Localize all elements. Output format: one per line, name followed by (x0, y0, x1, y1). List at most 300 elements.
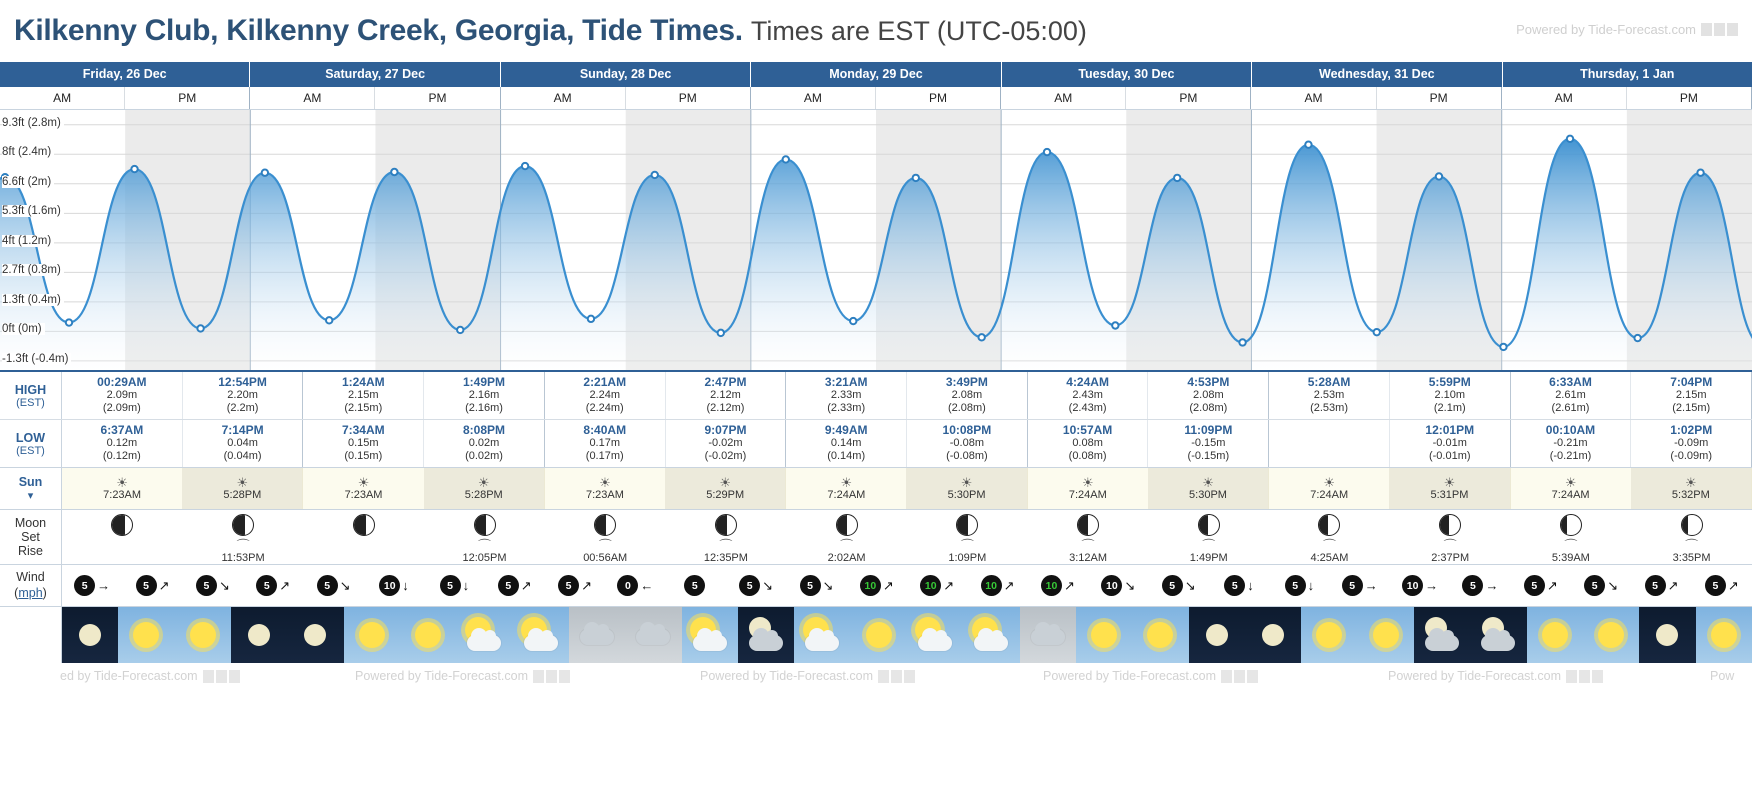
am-header: AM (1502, 87, 1627, 109)
low-tide-cell (62, 420, 183, 467)
tide-time: 11:09PM (1184, 423, 1233, 438)
y-axis-tick-label: 8ft (2.4m) (2, 146, 54, 158)
sunrise-icon: ☀ (1564, 475, 1577, 491)
sunrise-block (786, 468, 906, 509)
powered-by-header (1516, 22, 1738, 37)
wind-direction-icon: ↓ (1307, 578, 1315, 594)
tide-height: 2.33m (830, 389, 862, 402)
wind-speed-badge: 10 (379, 575, 400, 596)
wind-speed-badge: 10 (1402, 575, 1423, 596)
wind-cell (786, 565, 846, 606)
moon-sub-cell (907, 510, 1028, 564)
high-tide-marker (1305, 141, 1311, 147)
y-axis-tick-label: 9.3ft (2.8m) (2, 117, 64, 129)
tide-height-alt: (-0.15m) (1187, 450, 1230, 463)
footer-watermark-3 (700, 669, 915, 683)
wind-direction-icon: ↘ (339, 577, 351, 593)
tide-time: 7:14PM (221, 423, 264, 438)
moon-cell (303, 510, 544, 564)
clear-night-icon (79, 624, 101, 646)
wind-cell (424, 565, 484, 606)
moon-label (0, 510, 62, 564)
sunrise-icon: ☀ (840, 475, 853, 491)
tide-height-alt: (2.24m) (585, 402, 624, 415)
tide-height-alt: (2.33m) (827, 402, 866, 415)
wind-speed-badge: 5 (498, 575, 519, 596)
wind-cell (243, 565, 303, 606)
page-footer (0, 663, 1752, 689)
moon-phase-icon (474, 514, 496, 536)
moon-sub-cell (424, 510, 545, 564)
high-tide-cell (62, 372, 183, 419)
wind-speed-badge: 5 (317, 575, 338, 596)
sunset-block (424, 468, 544, 509)
pm-header: PM (375, 87, 500, 109)
wind-cell (1330, 565, 1390, 606)
cloud-icon (636, 629, 670, 645)
wind-cell (1571, 565, 1631, 606)
wind-speed-badge: 5 (1285, 575, 1306, 596)
am-header: AM (250, 87, 375, 109)
tide-time: 00:29AM (97, 375, 147, 389)
wind-cell (1148, 565, 1208, 606)
moon-phase-icon (1198, 514, 1220, 536)
tide-time: 4:24AM (1066, 375, 1109, 389)
moon-time: 11:53PM (221, 552, 265, 565)
moon-time: 12:35PM (703, 552, 748, 565)
sunny-icon (415, 622, 441, 648)
moon-sub-cell (1390, 510, 1511, 564)
sunset-icon: ☀ (1685, 475, 1697, 491)
tide-height: -0.15m (1191, 437, 1226, 450)
wind-cell (1088, 565, 1148, 606)
wind-speed-badge: 5 (1705, 575, 1726, 596)
wind-direction-icon: ↘ (762, 577, 774, 593)
tide-height: 0.04m (227, 437, 258, 450)
high-label-text: HIGH (14, 382, 47, 397)
moon-phase-icon (836, 514, 858, 536)
day-header: Thursday, 1 Jan (1503, 62, 1752, 87)
tide-time: 12:01PM (1425, 423, 1475, 438)
wind-direction-icon: ↗ (1667, 577, 1679, 593)
sunset-icon: ☀ (1202, 475, 1214, 491)
moon-row (0, 510, 1752, 565)
moon-sub-cell (62, 510, 183, 564)
sunset-time: 5:32PM (1671, 489, 1710, 502)
high-tide-cell (545, 372, 666, 419)
moon-phase-icon (111, 514, 133, 536)
high-label-unit: (EST) (16, 396, 45, 409)
wind-cell (1028, 565, 1088, 606)
sunset-block (1148, 468, 1268, 509)
tide-height: 2.15m (1675, 389, 1707, 402)
sunset-block (182, 468, 302, 509)
wind-direction-icon: ↗ (882, 577, 894, 593)
cloud-icon (693, 635, 727, 651)
weather-icon-cell (738, 607, 794, 663)
moon-time: 1:49PM (1189, 552, 1228, 565)
tide-height-alt: (2.1m) (1433, 402, 1466, 415)
page-title: Kilkenny Club, Kilkenny Creek, Georgia, Tide Times. (14, 14, 743, 47)
low-tide-cell (545, 420, 666, 467)
weather-icon-cell (231, 607, 287, 663)
sunny-icon (866, 622, 892, 648)
weather-icon-cell (62, 607, 118, 663)
high-tide-cell (1148, 372, 1269, 419)
sunrise-time: 7:24AM (827, 489, 866, 502)
moon-phase-icon (232, 514, 254, 536)
wind-direction-icon: ↗ (158, 577, 170, 593)
tide-height-alt: (0.15m) (344, 450, 383, 463)
wind-speed-badge: 5 (1162, 575, 1183, 596)
sunset-block (906, 468, 1026, 509)
wind-cell (62, 565, 122, 606)
weather-icon-cell (851, 607, 907, 663)
tide-height-alt: (2.15m) (344, 402, 383, 415)
weather-row-spacer (0, 607, 62, 663)
moon-phase-icon (1681, 514, 1703, 536)
wind-cell (666, 565, 726, 606)
tide-height-alt: (2.53m) (1310, 402, 1348, 415)
moon-phase-icon (1077, 514, 1099, 536)
moon-time: 12:05PM (462, 552, 507, 565)
weather-icon-row (0, 607, 1752, 663)
low-tide-label (0, 420, 62, 467)
day-header: Tuesday, 30 Dec (1002, 62, 1252, 87)
sunset-block (1389, 468, 1509, 509)
tide-height-alt: (0.12m) (102, 450, 141, 463)
moon-sub-cell (1269, 510, 1390, 564)
tide-height: 2.20m (227, 389, 258, 402)
sun-cell (62, 468, 303, 509)
wind-direction-icon: ↗ (943, 577, 955, 593)
sunny-icon (1542, 622, 1568, 648)
sunset-time: 5:29PM (706, 489, 745, 502)
weather-icon-cell (1358, 607, 1414, 663)
high-tide-marker (1174, 175, 1180, 181)
moon-time: 3:35PM (1672, 552, 1711, 565)
am-header: AM (501, 87, 626, 109)
low-label-text: LOW (15, 430, 46, 445)
low-tide-marker (1239, 339, 1245, 345)
wind-row (0, 565, 1752, 607)
sunrise-block (545, 468, 665, 509)
wind-speed-badge: 5 (684, 575, 705, 596)
low-tide-marker (1500, 344, 1506, 350)
moonrise-arc-icon: ⌒ (1081, 538, 1095, 554)
tide-height: 2.15m (348, 389, 379, 402)
clear-night-icon (248, 624, 270, 646)
moon-sub-cell (666, 510, 787, 564)
sunset-icon: ☀ (719, 475, 731, 491)
moon-cell (545, 510, 786, 564)
sunrise-time: 7:23AM (344, 489, 383, 502)
wind-speed-badge: 5 (558, 575, 579, 596)
tide-time: 5:28AM (1307, 375, 1351, 389)
wind-speed-badge: 5 (74, 575, 95, 596)
cloud-icon (580, 629, 614, 645)
footer-watermark-2 (355, 669, 570, 683)
tide-time: 00:10AM (1545, 423, 1596, 438)
wind-direction-icon: ↓ (402, 578, 409, 594)
moon-time: 1:09PM (948, 552, 987, 565)
weather-icon-cell (907, 607, 963, 663)
low-tide-marker (457, 327, 463, 333)
moonrise-arc-icon: ⌒ (1322, 538, 1336, 554)
y-axis-tick-label: -1.3ft (-0.4m) (2, 353, 71, 365)
tide-height-alt: (-0.21m) (1549, 450, 1592, 463)
wind-speed-badge: 5 (1584, 575, 1605, 596)
wind-speed-badge: 10 (981, 575, 1002, 596)
tide-height: 2.24m (589, 389, 621, 402)
am-header: AM (1251, 87, 1376, 109)
wind-direction-icon: → (1364, 578, 1378, 594)
clear-night-icon (1206, 624, 1228, 646)
moonrise-arc-icon: ⌒ (1443, 538, 1457, 554)
tide-time: 2:21AM (583, 375, 627, 389)
logo-boxes-icon (878, 670, 915, 683)
tide-height-alt: (-0.08m) (946, 450, 988, 463)
low-tide-cell (666, 420, 787, 467)
wind-speed-badge: 5 (1645, 575, 1666, 596)
wind-direction-icon: ↓ (462, 578, 470, 594)
wind-speed-badge: 10 (860, 575, 881, 596)
pm-header: PM (626, 87, 751, 109)
wind-unit-link[interactable]: (mph) (14, 585, 47, 600)
wind-cell (1209, 565, 1269, 606)
weather-icon-cell (118, 607, 174, 663)
sunrise-icon: ☀ (1081, 475, 1094, 491)
weather-icon-cell (344, 607, 400, 663)
high-tide-cell (666, 372, 787, 419)
footer-text-3: Powered by Tide-Forecast.com (700, 669, 873, 684)
tide-height: -0.01m (1432, 437, 1467, 450)
moon-time: 00:56AM (583, 552, 628, 565)
weather-icon-cell (1132, 607, 1188, 663)
wind-cell (545, 565, 605, 606)
wind-direction-icon: ↓ (1247, 578, 1254, 594)
high-tide-marker (391, 169, 397, 175)
day-header: Saturday, 27 Dec (250, 62, 500, 87)
tide-height: 2.08m (1193, 389, 1224, 402)
low-tide-marker (197, 325, 203, 331)
logo-boxes-icon (1701, 23, 1738, 36)
weather-icon-cell (513, 607, 569, 663)
moon-phase-icon (956, 514, 978, 536)
tide-height-alt: (0.17m) (585, 450, 624, 463)
tide-time: 10:57AM (1062, 423, 1113, 438)
weather-icon-cell (1470, 607, 1526, 663)
wind-direction-icon: ↗ (1546, 577, 1558, 593)
sunset-time: 5:28PM (464, 489, 503, 502)
wind-speed-badge: 5 (256, 575, 277, 596)
sunset-time: 5:28PM (223, 489, 262, 502)
y-axis-tick-label: 0ft (0m) (2, 323, 45, 335)
wind-cell (907, 565, 967, 606)
tide-curve-chart (0, 110, 1752, 372)
tide-height-alt: (-0.02m) (704, 450, 747, 463)
weather-icon-cell (1696, 607, 1752, 663)
low-tide-marker (1374, 329, 1380, 335)
tide-height-alt: (2.15m) (1672, 402, 1711, 415)
wind-direction-icon: ↗ (1063, 577, 1075, 593)
tide-time: 7:34AM (341, 423, 385, 438)
wind-cell (847, 565, 907, 606)
wind-cell (303, 565, 363, 606)
page-header (0, 0, 1752, 62)
tide-height-alt: (-0.09m) (1670, 450, 1712, 463)
sun-row (0, 468, 1752, 510)
weather-icon-cell (963, 607, 1019, 663)
tide-height: 0.02m (468, 437, 500, 450)
weather-icon-cell (794, 607, 850, 663)
wind-cell (967, 565, 1027, 606)
footer-watermark-1 (60, 669, 240, 683)
moon-time: 2:02AM (827, 552, 866, 565)
wind-speed-badge: 5 (136, 575, 157, 596)
sunrise-block (303, 468, 423, 509)
footer-text-1: ed by Tide-Forecast.com (60, 669, 198, 684)
high-tide-cell (1631, 372, 1752, 419)
moon-sub-cell (545, 510, 666, 564)
moon-phase-icon (715, 514, 737, 536)
low-tide-cell (1631, 420, 1752, 467)
sunrise-time: 7:24AM (1068, 489, 1107, 502)
weather-icon-cell (456, 607, 512, 663)
tide-height: 2.16m (468, 389, 500, 402)
moonrise-arc-icon: ⌒ (1202, 538, 1216, 554)
high-tide-cell (1390, 372, 1511, 419)
logo-boxes-icon (533, 670, 570, 683)
pm-header: PM (1126, 87, 1251, 109)
moon-sub-cell (303, 510, 424, 564)
footer-watermark-5 (1388, 669, 1603, 683)
tide-height: 2.53m (1313, 389, 1345, 402)
tide-height-alt: (2.61m) (1551, 402, 1590, 415)
high-tide-marker (1436, 173, 1442, 179)
weather-icon-cell (682, 607, 738, 663)
moonrise-arc-icon: ⌒ (960, 538, 974, 554)
sunrise-block (1028, 468, 1148, 509)
low-tide-cell (1269, 420, 1390, 467)
tide-height: 2.08m (951, 389, 983, 402)
tide-height: 0.14m (830, 437, 862, 450)
wind-direction-icon: ↘ (1607, 577, 1619, 593)
clear-night-icon (304, 624, 326, 646)
tide-height-alt: (-0.01m) (1428, 450, 1471, 463)
sunny-icon (1147, 622, 1173, 648)
tide-height-alt: (2.2m) (226, 402, 259, 415)
weather-icon-cell (1189, 607, 1245, 663)
tide-height-alt: (2.08m) (947, 402, 986, 415)
low-tide-cell (303, 420, 424, 467)
sunny-icon (190, 622, 216, 648)
wind-cell (1390, 565, 1450, 606)
logo-boxes-icon (1221, 670, 1258, 683)
sun-cell (545, 468, 786, 509)
logo-boxes-icon (1566, 670, 1603, 683)
powered-by-text: Powered by Tide-Forecast.com (1516, 22, 1696, 37)
tide-height: -0.09m (1674, 437, 1709, 450)
ampm-header-row (0, 87, 1752, 110)
tide-time: 10:08PM (942, 423, 992, 438)
weather-icon-cell (1301, 607, 1357, 663)
am-header: AM (751, 87, 876, 109)
tide-height-alt: (2.08m) (1189, 402, 1228, 415)
sun-label (0, 468, 62, 509)
moon-phase-icon (353, 514, 375, 536)
sunset-block (1631, 468, 1751, 509)
high-tide-marker (913, 175, 919, 181)
weather-icon-cell (287, 607, 343, 663)
wind-speed-badge: 5 (739, 575, 760, 596)
tide-height-alt: (0.04m) (223, 450, 262, 463)
low-tide-row (0, 420, 1752, 467)
wind-cell (1511, 565, 1571, 606)
wind-direction-icon: → (1425, 578, 1439, 594)
moon-phase-icon (594, 514, 616, 536)
wind-speed-badge: 0 (617, 575, 638, 596)
high-tide-cell (183, 372, 304, 419)
low-tide-cell (1390, 420, 1511, 467)
high-tide-marker (262, 170, 268, 176)
sunrise-block (62, 468, 182, 509)
day-header: Wednesday, 31 Dec (1252, 62, 1502, 87)
cloud-icon (1481, 635, 1515, 651)
wind-unit-text[interactable]: mph (18, 585, 43, 600)
wind-direction-icon: ↘ (822, 577, 834, 593)
tide-height-alt: (0.14m) (827, 450, 866, 463)
footer-text-2: Powered by Tide-Forecast.com (355, 669, 528, 684)
wind-direction-icon: ↗ (520, 577, 532, 593)
tide-time: 4:53PM (1187, 375, 1230, 389)
pm-header: PM (876, 87, 1001, 109)
wind-cell (364, 565, 424, 606)
tide-height-alt: (2.16m) (465, 402, 503, 415)
moon-set-label: Set (21, 530, 40, 545)
tide-time: 9:49AM (824, 423, 868, 438)
tide-height: 2.61m (1555, 389, 1586, 402)
wind-speed-badge: 5 (1342, 575, 1363, 596)
high-tide-marker (522, 163, 528, 169)
wind-cell (605, 565, 665, 606)
moon-time: 5:39AM (1551, 552, 1590, 565)
wind-cell (183, 565, 243, 606)
am-header: AM (1001, 87, 1126, 109)
tide-height: 2.43m (1072, 389, 1103, 402)
tide-height-alt: (0.08m) (1068, 450, 1107, 463)
moonrise-arc-icon: ⌒ (477, 538, 491, 554)
moonrise-arc-icon: ⌒ (236, 538, 250, 554)
low-tide-cell (1028, 420, 1149, 467)
cloud-icon (974, 635, 1008, 651)
clear-night-icon (1262, 624, 1284, 646)
moon-rise-label: Rise (17, 544, 43, 559)
wind-direction-icon: ↗ (1003, 577, 1015, 593)
weather-icon-cell (1527, 607, 1583, 663)
day-header-row (0, 62, 1752, 87)
pm-header: PM (1377, 87, 1502, 109)
moonrise-arc-icon: ⌒ (1685, 538, 1699, 554)
sunset-time: 5:30PM (947, 489, 986, 502)
high-tide-marker (1697, 170, 1703, 176)
moon-cell (1028, 510, 1269, 564)
wind-cell (1631, 565, 1691, 606)
sun-cell (786, 468, 1027, 509)
sunset-time: 5:31PM (1430, 489, 1469, 502)
high-tide-marker (783, 156, 789, 162)
moon-sub-cell (1028, 510, 1149, 564)
